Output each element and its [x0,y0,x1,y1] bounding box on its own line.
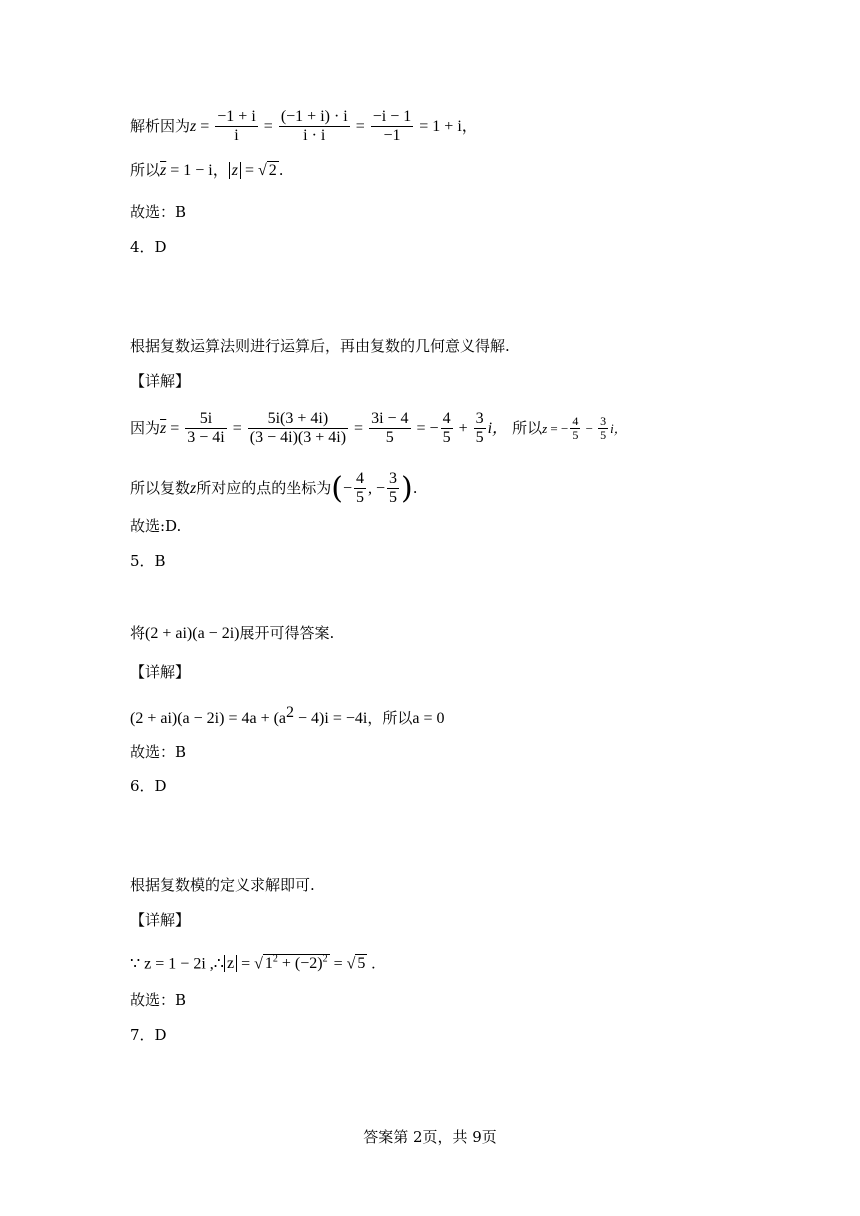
fraction [215,108,258,146]
text-prefix: 解析因为 [130,116,191,135]
numerator: 5i(3 + 4i) [248,410,348,429]
line-detail-13 [130,705,444,727]
math-eq: = [228,419,246,437]
radicand-part: 1 [264,955,273,973]
question-number-7: 7．D [130,1026,167,1044]
fraction [598,415,608,442]
question-number-4: 4．D [130,238,167,256]
math-expr: − 4)i = −4i [294,710,368,727]
numerator: 3 [474,410,486,429]
numerator: 3 [600,414,607,429]
fraction [387,470,399,508]
denominator: 3 − 4i [187,429,225,447]
text-prefix: 所以复数 [130,478,191,497]
numerator: (−1 + i) · i [279,108,350,127]
paren-right: ) [401,470,413,506]
radicand-part: + (−2) [277,955,323,973]
math-tail: = 1 + i， [415,117,478,135]
math-sqrt [355,956,367,972]
math-var: z [190,117,197,135]
radicand: 5 [357,955,366,973]
text-so: 所以 [512,418,543,437]
math-expr: (2 + ai)(a − 2i) = 4a + (a [130,710,287,727]
period: . [367,955,376,973]
math-eq: = √ [237,955,263,973]
denominator: 5 [475,429,484,447]
answer-choice: 故选：B [130,991,187,1009]
answer-choice: 故选：B [130,203,187,221]
analysis-text [130,626,334,642]
math-eq: = − [547,420,569,436]
numerator: −1 + i [215,108,258,127]
line-detail-18 [130,955,375,972]
answer-choice: 故选：B [130,743,187,761]
math-expr: a = 0 [412,710,445,727]
detail-heading: 【详解】 [130,663,191,681]
math-conjugate: $\overline{z}$ [160,419,167,437]
fraction [474,410,486,448]
math-eq: = [196,117,214,135]
text-mid: 所对应的点的坐标为 [196,478,332,497]
detail-heading: 【详解】 [130,911,191,929]
math-abs: z [229,162,241,179]
question-number-5: 5．B [130,552,166,570]
line-solution-2 [130,163,284,179]
math-sup: 2 [322,954,328,965]
math-expr: (2 + ai)(a − 2i) [145,625,240,642]
denominator: −1 [383,127,401,145]
analysis-text: 根据复数运算法则进行运算后，再由复数的几何意义得解. [130,337,510,355]
line-detail-8 [130,470,418,508]
math-sup: 2 [272,954,278,965]
math-var: z [190,479,197,497]
math-abs: z [224,955,237,972]
math-i: i， [487,419,509,437]
math-eq: = [350,419,368,437]
text-prefix: 因为 [130,418,161,437]
numerator: −i − 1 [371,108,414,127]
numerator: 5i [185,410,226,429]
line-detail-7 [130,410,627,448]
question-number-6: 6．D [130,777,167,795]
math-op: − [582,420,597,436]
text-prefix: 将 [130,624,146,642]
period: . [278,161,284,179]
detail-heading: 【详解】 [130,372,191,390]
math-i: i， [610,420,627,436]
math-var: z [542,420,548,436]
denominator: 5 [600,428,607,443]
math-expr: = 1 − i， [166,162,229,179]
text-suffix: 展开可得答案. [239,624,335,642]
fraction [369,410,410,448]
radicand: 2 [268,162,277,179]
denominator: (3 − 4i)(3 + 4i) [249,429,347,447]
math-sqrt [263,955,330,972]
math-op: , − [368,479,386,497]
denominator: 5 [356,489,365,507]
numerator: 4 [572,414,579,429]
text-prefix: 所以 [130,161,161,179]
math-op: + [454,419,472,437]
math-eq: = [259,117,277,135]
fraction [570,415,580,442]
math-eq: = √ [240,162,267,179]
answer-choice: 故选:D. [130,517,182,535]
numerator: 3i − 4 [369,410,410,429]
denominator: i [234,127,239,145]
fraction [354,470,366,508]
numerator: 4 [354,470,366,489]
fraction [248,410,348,448]
denominator: 5 [385,429,394,447]
math-eq: = − [412,419,439,437]
denominator: i · i [303,127,326,145]
math-eq: = [351,117,369,135]
numerator: 3 [387,470,399,489]
page-footer: 答案第 2页，共 9页 [363,1128,497,1146]
paren-left: ( [331,470,343,506]
math-sqrt [267,163,279,179]
analysis-text: 根据复数模的定义求解即可. [130,876,315,894]
math-eq: = √ [329,955,356,973]
math-eq: = [166,419,184,437]
math-op: − [342,479,353,497]
denominator: 5 [572,428,579,443]
line-solution-1 [130,108,478,146]
denominator: 5 [389,489,398,507]
period: . [412,478,418,497]
math-conjugate: $\overline{z}$ [160,162,167,179]
radicand [263,954,330,972]
denominator: 5 [442,429,451,447]
text-mid: ，所以 [367,709,413,727]
math-expr: ∵ z = 1 − 2i ,∴ [130,955,224,973]
fraction [371,108,414,146]
fraction [279,108,350,146]
math-sup: 2 [286,704,295,721]
fraction [185,410,226,448]
fraction [441,410,453,448]
numerator: 4 [441,410,453,429]
